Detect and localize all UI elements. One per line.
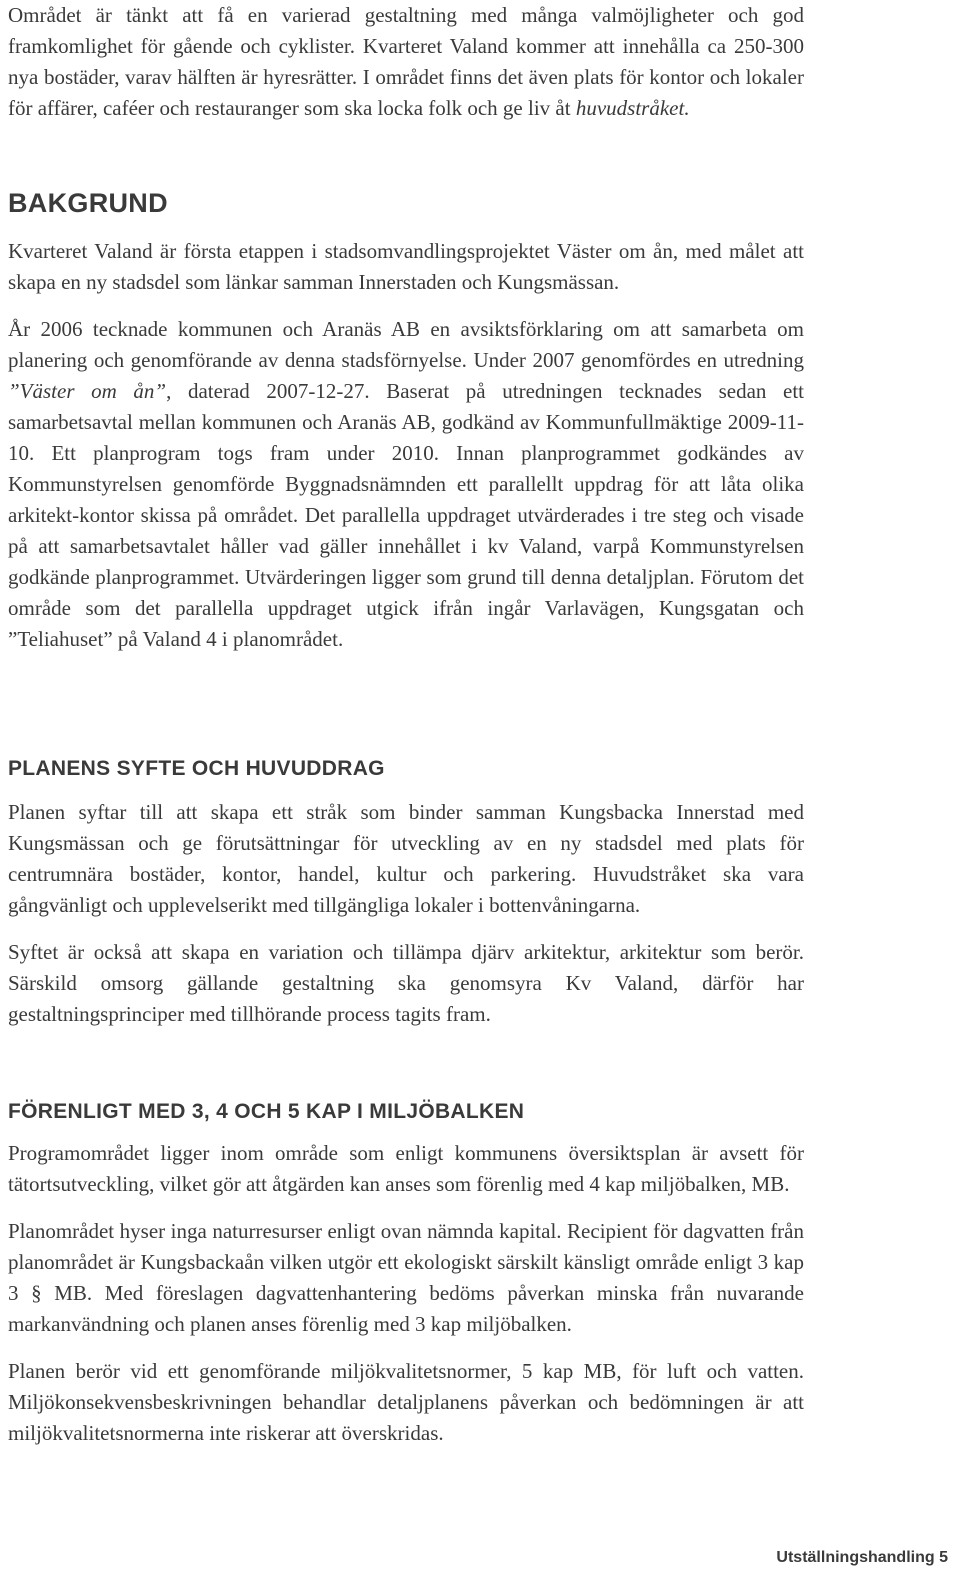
- heading-bakgrund: BAKGRUND: [8, 188, 168, 218]
- section-bakgrund: [8, 186, 804, 655]
- intro-paragraph: [8, 0, 804, 124]
- bakgrund-p2-italic-title: ”Väster om ån”: [8, 379, 167, 403]
- syfte-paragraph-2: Syftet är också att skapa en variation och tillämpa djärv arkitektur, arkitektur som berör. Särskild omsorg gällande gestaltning ska genomsyra Kv Valand, därför har gestaltningsprinciper med tillhörande process tagits fram.: [8, 940, 804, 1026]
- section-symbol: §: [31, 1281, 42, 1305]
- page-footer: [776, 1548, 948, 1568]
- miljobalken-p2-text-a: Planområdet hyser inga naturresurser enligt ovan nämnda kapital. Recipient för dagvatten från planområdet är Kungsbackaån vilken utgör ett ekologiskt särskilt känsligt område enligt 3 kap 3: [8, 1219, 804, 1305]
- page-number: 5: [939, 1549, 948, 1566]
- syfte-paragraph-1: Planen syftar till att skapa ett stråk som binder samman Kungsbacka Innerstad med Kungsmässan och ge förutsättningar för utveckling av en ny stadsdel med plats för centrumnära bostäder, kontor, handel, kultur och parkering. Huvudstråket ska vara gångvänligt och upplevelserikt med tillgängliga lokaler i bottenvåningarna.: [8, 800, 804, 917]
- heading-miljobalken: FÖRENLIGT MED 3, 4 OCH 5 KAP I MILJÖBALKEN: [8, 1100, 525, 1123]
- miljobalken-paragraph-2: [8, 1216, 804, 1340]
- section-syfte: [8, 755, 804, 1030]
- bakgrund-paragraph-2: [8, 314, 804, 655]
- bakgrund-paragraph-1: Kvarteret Valand är första etappen i stadsomvandlingsprojektet Väster om ån, med målet att skapa en ny stadsdel som länkar samman Innerstaden och Kungsmässan.: [8, 239, 804, 294]
- bakgrund-p2-text-a: År 2006 tecknade kommunen och Aranäs AB en avsiktsförklaring om att samarbeta om planering och genomförande av denna stadsförnyelse. Under 2007 genomfördes en utredning: [8, 317, 804, 372]
- section-miljobalken: [8, 1098, 804, 1449]
- intro-italic-term: huvudstråket.: [575, 96, 690, 120]
- miljobalken-paragraph-3: Planen berör vid ett genomförande miljökvalitetsnormer, 5 kap MB, för luft och vatten. Miljökonsekvensbeskrivningen behandlar detaljplanens påverkan och bedömningen är att miljökvalitetsnormerna inte riskerar att överskridas.: [8, 1359, 804, 1445]
- miljobalken-paragraph-1: Programområdet ligger inom område som enligt kommunens översiktsplan är avsett för tätortsutveckling, vilket gör att åtgärden kan anses som förenlig med 4 kap miljöbalken, MB.: [8, 1141, 804, 1196]
- intro-text: Området är tänkt att få en varierad gestaltning med många valmöjligheter och god framkomlighet för gående och cyklister. Kvarteret Valand kommer att innehålla ca 250-300 nya bostäder, varav hälften är hyresrätter. I området finns det även plats för kontor och lokaler för affärer, caféer och restauranger som ska locka folk och ge liv åt: [8, 3, 804, 120]
- bakgrund-p2-text-b: , daterad 2007-12-27. Baserat på utredningen tecknades sedan ett samarbetsavtal mellan kommunen och Aranäs AB, godkänd av Kommunfullmäktige 2009-11-10. Ett planprogram togs fram under 2010. Innan planprogrammet godkändes av Kommunstyrelsen genomförde Byggnadsnämnden ett parallellt uppdrag för att låta olika arkitekt-kontor skissa på området. Det parallella uppdraget utvärderades i tre steg och visade på att samarbetsavtalet håller vad gäller innehållet i kv Valand, varpå Kommunstyrelsen godkände planprogrammet. Utvärderingen ligger som grund till denna detaljplan. Förutom det område som det parallella uppdraget utgick ifrån ingår Varlavägen, Kungsgatan och ”Teliahuset” på Valand 4 i planområdet.: [8, 379, 804, 651]
- miljobalken-p2-text-b: MB. Med föreslagen dagvattenhantering bedöms påverkan minska från nuvarande markanvändning och planen anses förenlig med 3 kap miljöbalken.: [8, 1281, 805, 1336]
- heading-syfte: PLANENS SYFTE OCH HUVUDDRAG: [8, 757, 385, 780]
- footer-label: Utställningshandling: [776, 1549, 935, 1566]
